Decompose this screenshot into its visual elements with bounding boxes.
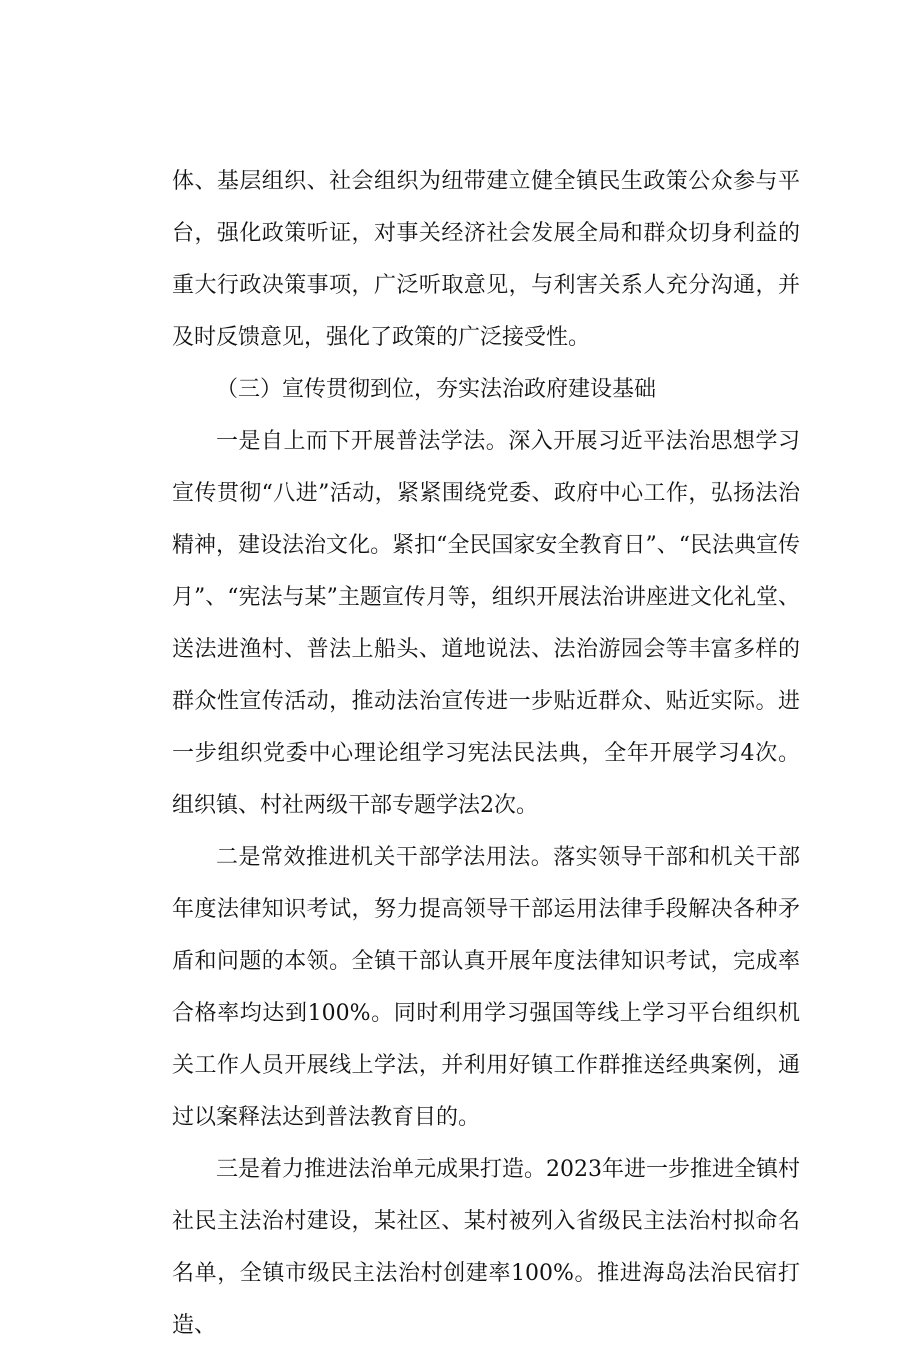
paragraph-3: 三是着力推进法治单元成果打造。2023年进一步推进全镇村社民主法治村建设，某社区、某村被列入省级民主法治村拟命名名单，全镇市级民主法治村创建率100%。推进海岛法治民宿打造、 [172, 1157, 800, 1338]
document-body [172, 156, 800, 1352]
paragraph-1: 一是自上而下开展普法学法。深入开展习近平法治思想学习宣传贯彻“八进”活动，紧紧围绕党委、政府中心工作，弘扬法治精神，建设法治文化。紧扣“全民国家安全教育日”、“民法典宣传月”、“宪法与某”主题宣传月等，组织开展法治讲座进文化礼堂、送法进渔村、普法上船头、道地说法、法治游园会等丰富多样的群众性宣传活动，推动法治宣传进一步贴近群众、贴近实际。进一步组织党委中心理论组学习宪法民法典，全年开展学习4次。组织镇、村社两级干部专题学法2次。 [172, 429, 800, 818]
paragraph-continued: 体、基层组织、社会组织为纽带建立健全镇民生政策公众参与平台，强化政策听证，对事关经济社会发展全局和群众切身利益的重大行政决策事项，广泛听取意见，与利害关系人充分沟通，并及时反馈意见，强化了政策的广泛接受性。 [172, 169, 800, 350]
section-heading: （三）宣传贯彻到位，夯实法治政府建设基础 [216, 377, 657, 402]
paragraph-2: 二是常效推进机关干部学法用法。落实领导干部和机关干部年度法律知识考试，努力提高领导干部运用法律手段解决各种矛盾和问题的本领。全镇干部认真开展年度法律知识考试，完成率合格率均达到100%。同时利用学习强国等线上学习平台组织机关工作人员开展线上学法，并利用好镇工作群推送经典案例，通过以案释法达到普法教育目的。 [172, 845, 800, 1130]
